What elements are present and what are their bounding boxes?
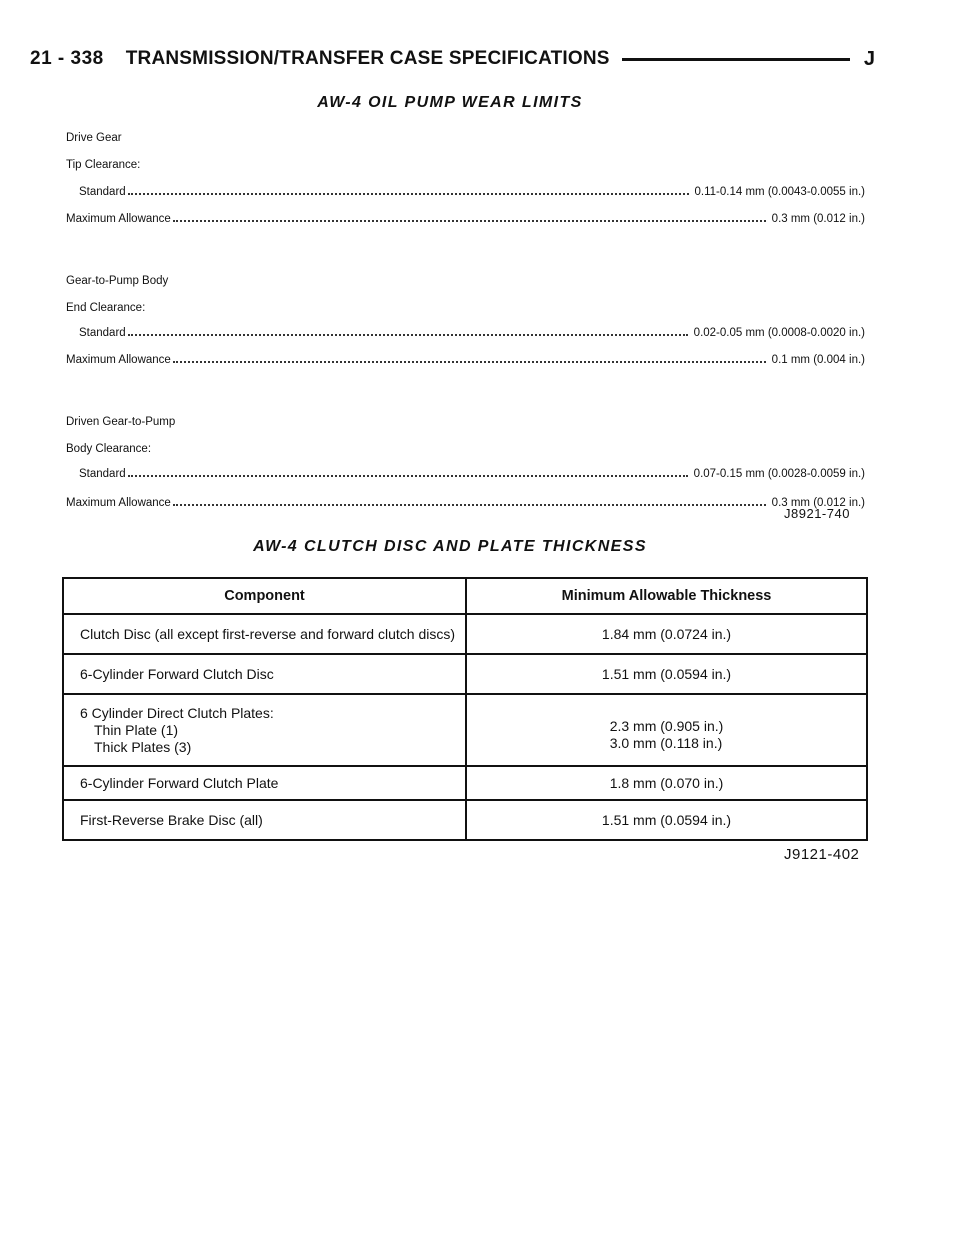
- page-number: 21 - 338: [30, 48, 104, 69]
- end-clearance-label: End Clearance:: [66, 302, 146, 314]
- page-header: [30, 46, 875, 72]
- table-cell-component: Clutch Disc (all except first-reverse and forward clutch discs): [64, 615, 467, 655]
- table-header-component: Component: [64, 579, 467, 615]
- gear-to-pump-body-label: Gear-to-Pump Body: [66, 275, 169, 287]
- spec-row-value: 0.02-0.05 mm (0.0008-0.0020 in.): [693, 327, 865, 339]
- pump-section-title: AW-4 OIL PUMP WEAR LIMITS: [317, 94, 583, 111]
- spec-row-standard: [79, 464, 865, 480]
- direct-clutch-thickness-group: [610, 708, 724, 752]
- pump-figure-code: J8921-740: [784, 506, 850, 521]
- drive-gear-label: Drive Gear: [66, 132, 122, 144]
- body-clearance-label: Body Clearance:: [66, 443, 152, 455]
- table-cell-component: 6-Cylinder Forward Clutch Disc: [64, 655, 467, 695]
- table-cell-thickness: 1.8 mm (0.070 in.): [467, 767, 866, 801]
- dot-leader: [173, 220, 766, 222]
- clutch-figure-code: J9121-402: [784, 846, 860, 863]
- clutch-thickness-table: [62, 577, 868, 841]
- table-header-thickness: Minimum Allowable Thickness: [467, 579, 866, 615]
- header-letter: J: [863, 47, 875, 70]
- table-cell-component: 6 Cylinder Direct Clutch Plates:: [80, 704, 274, 721]
- header-rule: [622, 58, 850, 61]
- dot-leader: [173, 361, 766, 363]
- table-cell-thickness: 1.51 mm (0.0594 in.): [467, 655, 866, 695]
- spec-row-label: Maximum Allowance: [66, 354, 171, 366]
- spec-row-value: 0.11-0.14 mm (0.0043-0.0055 in.): [694, 186, 865, 198]
- dot-leader: [128, 475, 688, 477]
- thick-plates-label: Thick Plates (3): [94, 738, 192, 755]
- table-cell-component: First-Reverse Brake Disc (all): [64, 801, 467, 839]
- tip-clearance-label: Tip Clearance:: [66, 159, 141, 171]
- thick-plates-thickness: 3.0 mm (0.118 in.): [609, 735, 723, 751]
- spec-row-label: Standard: [79, 186, 126, 198]
- spec-row-label: Standard: [79, 327, 126, 339]
- dot-leader: [128, 334, 688, 336]
- spec-row-maximum: [66, 493, 865, 509]
- table-cell-thickness: 1.51 mm (0.0594 in.): [601, 812, 732, 828]
- spec-row-label: Standard: [79, 468, 126, 480]
- spec-row-label: Maximum Allowance: [66, 497, 171, 509]
- table-cell-thickness-multi: [467, 695, 866, 767]
- spec-row-standard: [79, 182, 865, 198]
- spec-row-maximum: [66, 350, 865, 366]
- table-cell-component-multi: [64, 695, 467, 767]
- page-header-title: TRANSMISSION/TRANSFER CASE SPECIFICATIONS: [125, 48, 610, 69]
- driven-gear-label: Driven Gear-to-Pump: [66, 416, 176, 428]
- spec-row-value: 0.3 mm (0.012 in.): [771, 497, 865, 509]
- dot-leader: [128, 193, 689, 195]
- spec-row-label: Maximum Allowance: [66, 213, 171, 225]
- table-cell-component: 6-Cylinder Forward Clutch Plate: [64, 767, 467, 801]
- table-cell-thickness: 1.84 mm (0.0724 in.): [467, 615, 866, 655]
- spec-row-value: 0.3 mm (0.012 in.): [771, 213, 865, 225]
- spec-row-value: 0.07-0.15 mm (0.0028-0.0059 in.): [693, 468, 865, 480]
- clutch-section-title: AW-4 CLUTCH DISC AND PLATE THICKNESS: [253, 538, 647, 555]
- thin-plate-thickness: 2.3 mm (0.905 in.): [609, 718, 724, 734]
- thin-plate-label: Thin Plate (1): [94, 721, 179, 738]
- spec-row-standard: [79, 323, 865, 339]
- dot-leader: [173, 504, 766, 506]
- spec-row-maximum: [66, 209, 865, 225]
- spec-row-value: 0.1 mm (0.004 in.): [771, 354, 865, 366]
- direct-clutch-plates-group: [80, 705, 274, 756]
